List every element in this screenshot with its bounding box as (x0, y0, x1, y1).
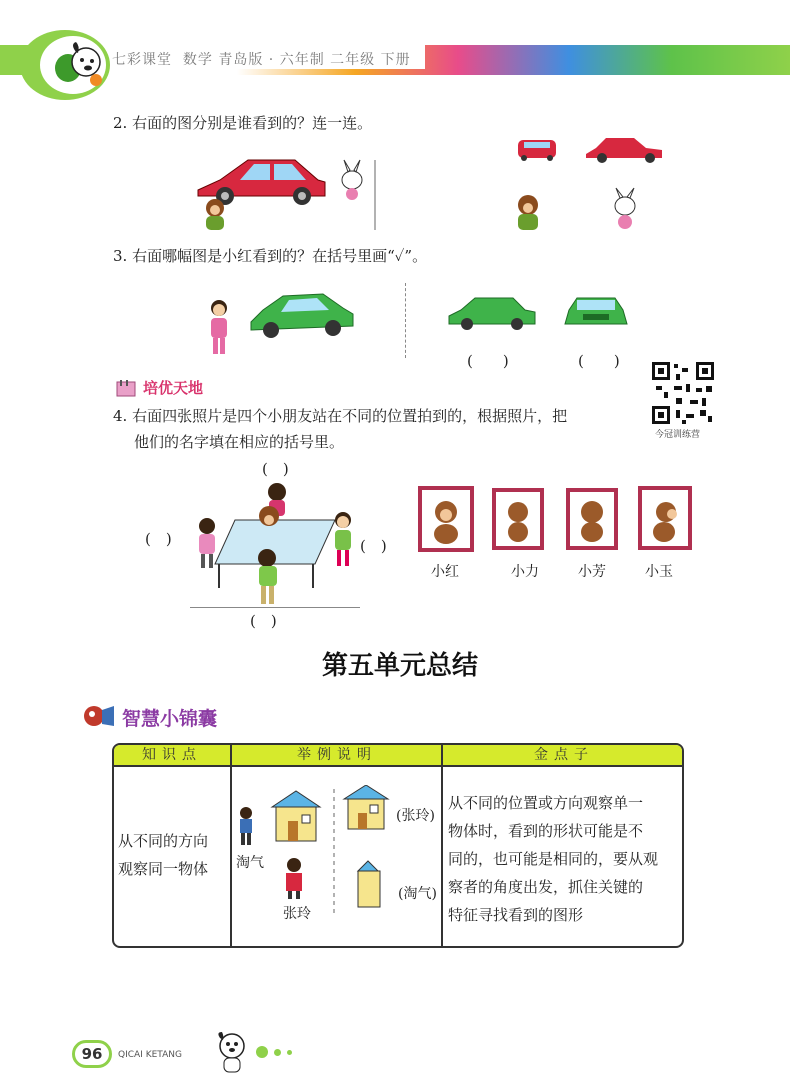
book-subject: 数学 青岛版 · 六年制 二年级 下册 (182, 52, 411, 68)
tip-line-5: 特征寻找看到的图形 (448, 906, 584, 924)
table-divider-2 (441, 745, 443, 946)
q4-paren-right[interactable]: ( ) (360, 537, 387, 555)
tips-title: 智慧小锦囊 (122, 708, 218, 730)
tip-line-3: 同的，也可能是相同的，要从观 (448, 850, 659, 868)
tip-line-1: 从不同的位置或方向观察单一 (448, 794, 644, 812)
header-title (112, 49, 411, 69)
q2-scene (190, 150, 390, 235)
question-4-line-1: 4. 右面四张照片是四个小朋友站在不同的位置拍到的，根据照片，把 (113, 407, 568, 425)
q3-answer-paren-1[interactable]: ( ) (467, 352, 509, 370)
table-header-topic: 知识点 (142, 747, 202, 763)
mascot-dog-icon (46, 40, 108, 95)
photo-name-1: 小红 (431, 564, 459, 580)
example-name-zhangling: 张玲 (283, 906, 311, 922)
topic-line-1: 从不同的方向 (118, 832, 209, 850)
photo-name-3: 小芳 (578, 564, 606, 580)
section-title-peiyou: 培优天地 (143, 379, 204, 397)
tips-mascot-icon (82, 700, 118, 730)
footer-dot-1 (256, 1046, 268, 1058)
q4-photos (418, 486, 698, 556)
page-number: 96 (72, 1040, 112, 1068)
footer-dot-3 (287, 1050, 292, 1055)
photo-name-2: 小力 (511, 564, 539, 580)
example-label-zhangling: (张玲) (396, 808, 435, 824)
qr-caption: 今冠训练营 (655, 430, 701, 440)
q2-views (510, 130, 680, 240)
tip-line-4: 察者的角度出发，抓住关键的 (448, 878, 644, 896)
table-header-example: 举例说明 (297, 747, 377, 763)
question-2: 2. 右面的图分别是谁看到的？连一连。 (113, 114, 373, 132)
series-name: 七彩课堂 (112, 52, 172, 68)
q4-table-scene (185, 480, 375, 610)
photo-name-4: 小玉 (645, 564, 673, 580)
topic-line-2: 观察同一物体 (118, 860, 209, 878)
q4-ground-line (190, 607, 360, 608)
example-name-taoqi: 淘气 (236, 855, 264, 871)
question-4-line-2: 他们的名字填在相应的括号里。 (134, 433, 345, 451)
q3-scene (205, 280, 365, 360)
footer-dog-icon (212, 1030, 252, 1078)
table-header-tip: 金点子 (534, 747, 594, 763)
qr-code-icon[interactable] (650, 360, 716, 426)
example-label-taoqi: (淘气) (398, 886, 437, 902)
table-divider-1 (230, 745, 232, 946)
footer-brand: QICAI KETANG (118, 1050, 182, 1060)
q4-paren-top[interactable]: ( ) (262, 460, 289, 478)
q3-divider (405, 283, 406, 358)
q4-paren-left[interactable]: ( ) (145, 530, 172, 548)
notebook-icon (115, 378, 139, 398)
tip-line-2: 物体时，看到的形状可能是不 (448, 822, 644, 840)
q3-answer-paren-2[interactable]: ( ) (578, 352, 620, 370)
unit-summary-title: 第五单元总结 (321, 651, 478, 681)
q3-options (445, 290, 635, 335)
q4-paren-bottom[interactable]: ( ) (250, 612, 277, 630)
footer-dot-2 (274, 1049, 281, 1056)
question-3: 3. 右面哪幅图是小红看到的？在括号里画“✓”。 (113, 247, 428, 265)
